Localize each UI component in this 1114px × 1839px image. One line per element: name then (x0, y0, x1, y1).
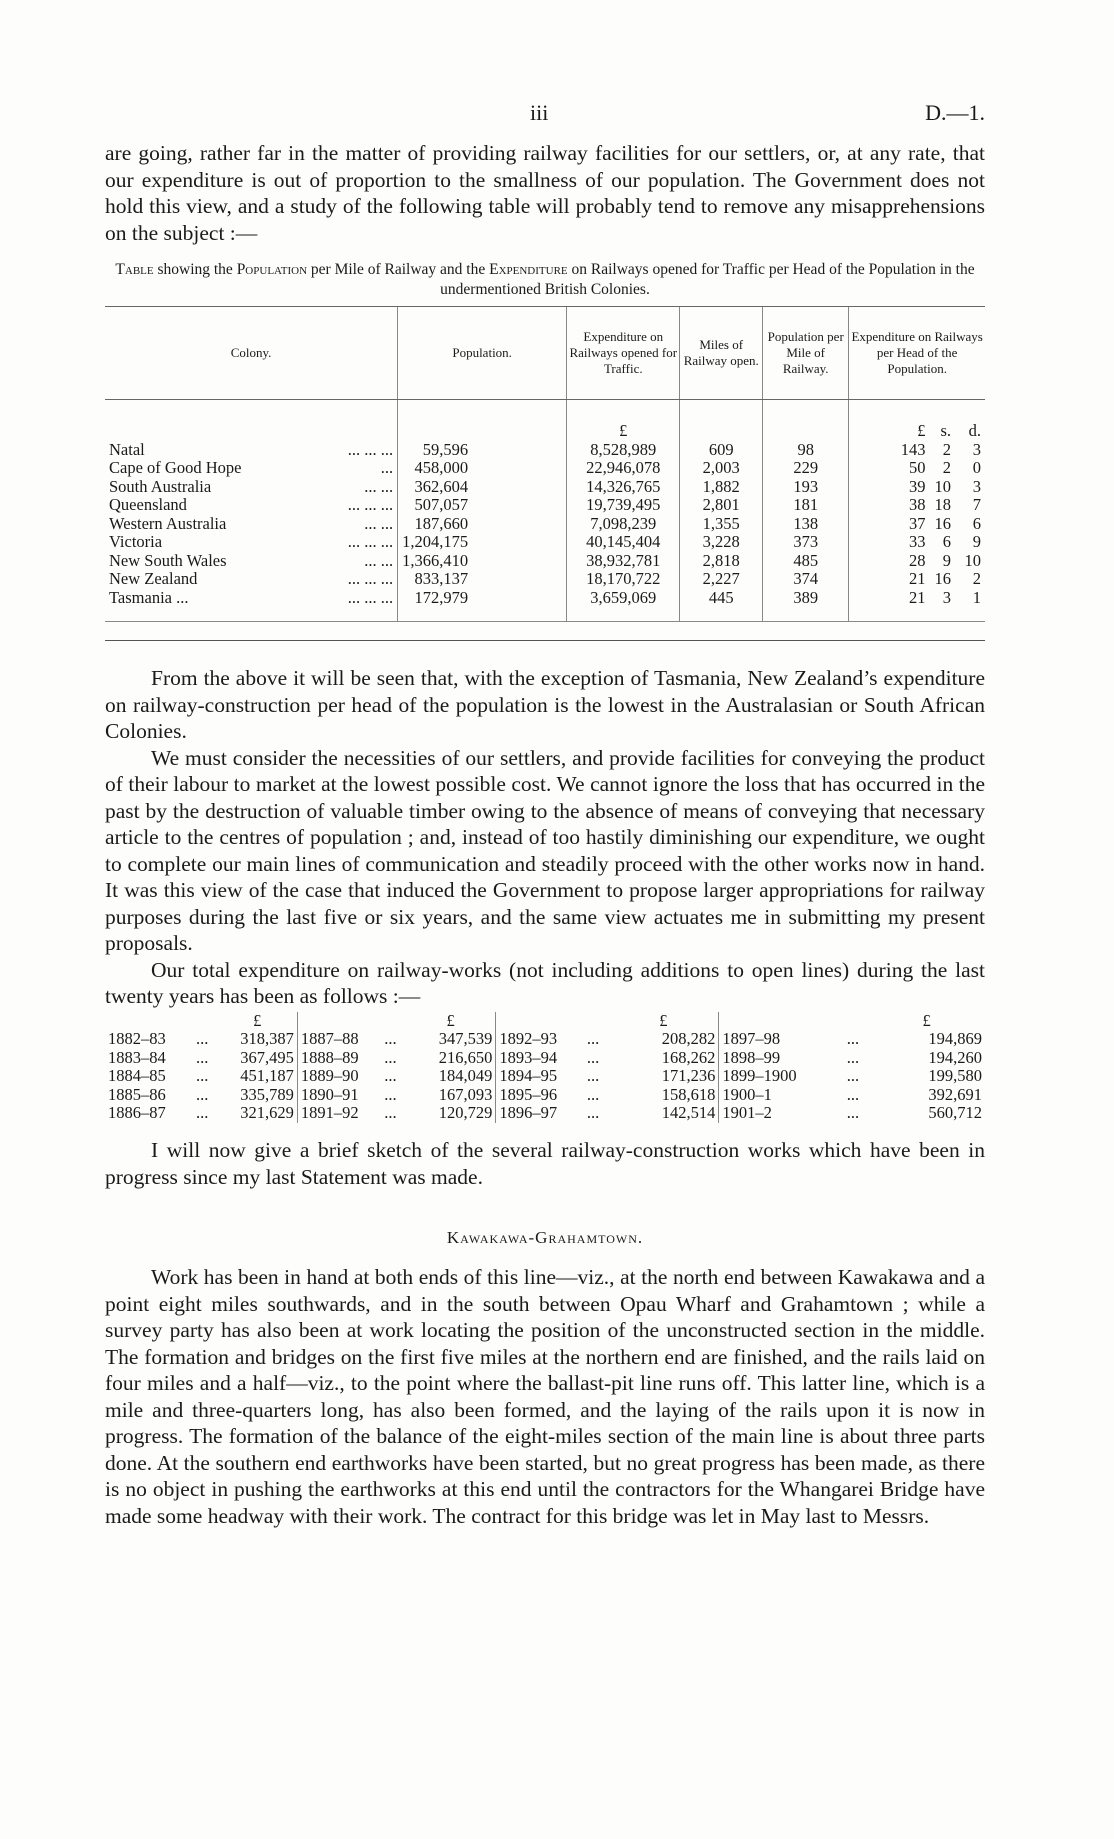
leader-dots: ... (384, 1066, 397, 1086)
table-row (105, 552, 985, 571)
colony-name-cell: Victoria (109, 532, 163, 551)
table-row (105, 478, 985, 497)
year-cell: 1892–93 (496, 1030, 578, 1049)
caption-part: per Mile of Railway and the (307, 261, 490, 278)
leader-dots: ... (384, 1084, 397, 1104)
leader-dots: ... (846, 1103, 860, 1123)
leader-dots: ... (586, 1084, 600, 1104)
colony-name-cell: Natal (109, 439, 145, 459)
leader-dots: ... (196, 1047, 209, 1067)
exp-shillings-cell: 18 (934, 495, 952, 514)
document-reference: D.—1. (925, 100, 985, 125)
colony-name-cell: South Australia (109, 476, 212, 496)
document-page (105, 100, 985, 1529)
leader-dots: ... (196, 1084, 209, 1104)
miles-cell: 1,355 (680, 515, 763, 534)
colony-rows (105, 441, 985, 608)
exp-pence-cell: 9 (972, 532, 981, 551)
leader-dots: ... (846, 1084, 860, 1104)
exp-shillings-cell: 16 (934, 569, 952, 588)
amount-cell: 194,869 (928, 1029, 982, 1049)
miles-cell: 445 (680, 589, 763, 608)
colony-name-cell: Western Australia (109, 513, 227, 533)
unit-shillings: s. (940, 421, 952, 440)
year-cell: 1882–83 (108, 1029, 166, 1049)
amount-cell: 158,618 (661, 1084, 716, 1104)
amount-cell: 347,539 (438, 1029, 493, 1049)
exp-pounds-cell: 33 (908, 532, 926, 551)
colony-table-body (105, 400, 985, 441)
exp-pounds-cell: 21 (908, 587, 926, 607)
population-cell: 59,596 (398, 441, 473, 460)
population-cell: 507,057 (398, 496, 473, 515)
amount-cell: 167,093 (438, 1084, 493, 1104)
amount-cell: 199,580 (928, 1066, 982, 1086)
year-cell: 1896–97 (496, 1104, 578, 1123)
table-row (105, 1086, 985, 1105)
expenditure-cell: 19,739,495 (567, 496, 680, 515)
year-cell: 1887–88 (297, 1030, 375, 1049)
miles-cell: 609 (680, 441, 763, 460)
table-spacer-row (105, 400, 985, 423)
year-cell: 1895–96 (496, 1086, 578, 1105)
expenditure-cell: 7,098,239 (567, 515, 680, 534)
colony-name-cell: New South Wales (109, 550, 227, 570)
paragraph-intro: are going, rather far in the matter of providing railway facilities for our settlers, or, at any rate, that our expenditure is out of proportion to the smallness of our population. The Government does not hold this view, and a study of the following table will probably tend to remove any misapprehensions on the subject :— (105, 141, 985, 245)
table-row (105, 570, 985, 589)
pop-per-mile-cell: 181 (763, 496, 849, 515)
exp-pounds-cell: 38 (908, 495, 926, 514)
amount-cell: 451,187 (240, 1066, 294, 1086)
exp-shillings-cell: 6 (942, 532, 952, 551)
leader-dots: ... (586, 1029, 600, 1049)
expenditure-cell: 22,946,078 (567, 459, 680, 478)
year-cell: 1886–87 (108, 1103, 166, 1123)
exp-pounds-cell: 39 (908, 476, 926, 496)
leader-dots: ... (384, 1047, 397, 1067)
expenditure-cell: 14,326,765 (567, 478, 680, 497)
pop-per-mile-cell: 485 (763, 552, 849, 571)
exp-pence-cell: 6 (972, 513, 981, 533)
amount-cell: 208,282 (661, 1029, 716, 1049)
population-cell: 172,979 (398, 589, 473, 608)
exp-pounds-cell: 50 (908, 458, 926, 477)
miles-cell: 2,227 (680, 570, 763, 589)
amount-cell: 216,650 (438, 1047, 493, 1067)
table-row (105, 496, 985, 515)
currency-symbol: £ (253, 1010, 262, 1030)
header-pop-per-mile: Population per Mile of Railway. (763, 307, 849, 400)
page-number: iii (530, 100, 549, 125)
currency-symbol: £ (659, 1010, 668, 1030)
currency-symbol: £ (446, 1010, 455, 1030)
exp-pence-cell: 2 (972, 569, 981, 588)
section-divider (105, 640, 985, 641)
expenditure-cell: 18,170,722 (567, 570, 680, 589)
leader-dots: ... ... (364, 550, 394, 570)
unit-pounds: £ (917, 421, 926, 440)
exp-pence-cell: 0 (972, 458, 981, 477)
expenditure-cell: 3,659,069 (567, 589, 680, 608)
exp-pence-cell: 10 (964, 550, 981, 570)
colony-name-cell: New Zealand (109, 569, 198, 588)
amount-cell: 171,236 (661, 1066, 716, 1086)
year-cell: 1889–90 (297, 1067, 375, 1086)
exp-pence-cell: 3 (972, 439, 981, 459)
paragraph-necessities: We must consider the necessities of our settlers, and provide facilities for conveying the product of their labour to market at the lowest possible cost. We cannot ignore the loss that has occurred in the past by the destruction of valuable timber owing to the absence of means of conveying that necessary article to the centres of population ; and, instead of too hastily diminishing our expenditure, we ought to complete our main lines of communication and steadily proceed with the other works now in hand. It was this view of the case that induced the Government to propose larger appropriations for railway purposes during the last five or six years, and the same view actuates me in submitting my present proposals. (105, 745, 985, 955)
leader-dots: ... ... ... (347, 439, 394, 459)
caption-part: showing the (153, 261, 237, 278)
header-colony: Colony. (105, 307, 398, 400)
pop-per-mile-cell: 193 (763, 478, 849, 497)
page-header (105, 100, 985, 140)
colony-name-cell: Cape of Good Hope (109, 458, 242, 477)
leader-dots: ... (384, 1029, 397, 1049)
year-cell: 1885–86 (108, 1084, 166, 1104)
population-cell: 187,660 (398, 515, 473, 534)
leader-dots: ... (196, 1066, 209, 1086)
miles-cell: 2,818 (680, 552, 763, 571)
leader-dots: ... ... (364, 476, 394, 496)
amount-cell: 194,260 (928, 1047, 982, 1067)
table-row (105, 441, 985, 460)
population-cell: 1,366,410 (398, 552, 473, 571)
miles-cell: 2,801 (680, 496, 763, 515)
year-cell: 1884–85 (108, 1066, 166, 1086)
amount-cell: 560,712 (928, 1103, 982, 1123)
amount-cell: 318,387 (240, 1029, 294, 1049)
amount-cell: 321,629 (240, 1103, 294, 1123)
exp-shillings-cell: 10 (934, 476, 952, 496)
exp-pounds-cell: 143 (900, 439, 926, 459)
exp-pounds-cell: 28 (908, 550, 926, 570)
table-row (105, 459, 985, 478)
table-row (105, 533, 985, 552)
exp-pence-cell: 3 (972, 476, 981, 496)
exp-shillings-cell: 3 (942, 587, 952, 607)
table-header-row (105, 307, 985, 400)
year-cell: 1888–89 (297, 1049, 375, 1068)
miles-cell: 3,228 (680, 533, 763, 552)
leader-dots: ... (196, 1029, 209, 1049)
amount-cell: 335,789 (240, 1084, 294, 1104)
paragraph-comparison: From the above it will be seen that, with the exception of Tasmania, New Zealand’s expenditure on railway-construction per head of the population is the lowest in the Australasian or South African Colonies. (105, 666, 985, 743)
colony-name-cell: Queensland (109, 495, 187, 514)
year-cell: 1897–98 (719, 1030, 838, 1049)
leader-dots: ... (846, 1066, 860, 1086)
population-cell: 833,137 (398, 570, 473, 589)
pop-per-mile-cell: 389 (763, 589, 849, 608)
unit-pound: £ (567, 422, 680, 441)
leader-dots: ... ... ... (347, 569, 394, 588)
unit-pence: d. (968, 421, 981, 440)
header-miles: Miles of Railway open. (680, 307, 763, 400)
caption-part: on Railways opened for Traffic per Head of the Population in the undermentioned British Colonies. (440, 261, 975, 298)
amount-cell: 168,262 (661, 1047, 716, 1067)
exp-pounds-cell: 21 (908, 569, 926, 588)
year-cell: 1898–99 (719, 1049, 838, 1068)
leader-dots: ... (586, 1066, 600, 1086)
exp-pence-cell: 7 (972, 495, 981, 514)
year-rows (105, 1012, 985, 1124)
leader-dots: ... (586, 1103, 600, 1123)
paragraph-kawakawa: Work has been in hand at both ends of this line—viz., at the north end between Kawakawa and a point eight miles southwards, and in the south between Opau Wharf and Grahamtown ; while a survey party has also been at work locating the position of the unconstructed section in the middle. The formation and bridges on the first five miles at the northern end are finished, and the rails laid on four miles and a half—viz., to the point where the ballast-pit line runs off. This latter line, which is a mile and three-quarters long, has also been formed, and the laying of the rails upon it is now in progress. The formation of the balance of the eight-miles section of the main line is about three parts done. At the southern end earthworks have been started, but no great progress has been made, as there is no object in pushing the earthworks at this end until the contractors for the Whangarei Bridge have made some headway with their work. The contract for this bridge was let in May last to Messrs. (105, 1265, 985, 1528)
table-row (105, 1049, 985, 1068)
section-heading: Kawakawa-Grahamtown. (446, 1228, 644, 1248)
miles-cell: 2,003 (680, 459, 763, 478)
year-cell: 1893–94 (496, 1049, 578, 1068)
table-row (105, 589, 985, 608)
population-cell: 362,604 (398, 478, 473, 497)
pop-per-mile-cell: 374 (763, 570, 849, 589)
population-cell: 1,204,175 (398, 533, 473, 552)
currency-row (105, 1012, 985, 1031)
population-cell: 458,000 (398, 459, 473, 478)
amount-cell: 120,729 (438, 1103, 493, 1123)
amount-cell: 184,049 (438, 1066, 493, 1086)
year-cell: 1894–95 (496, 1067, 578, 1086)
table-row (105, 1030, 985, 1049)
leader-dots: ... (846, 1047, 860, 1067)
leader-dots: ... ... (364, 513, 394, 533)
leader-dots: ... (380, 458, 394, 477)
expenditure-cell: 8,528,989 (567, 441, 680, 460)
amount-cell: 367,495 (240, 1047, 294, 1067)
leader-dots: ... ... ... (347, 495, 394, 514)
table-caption (105, 260, 985, 300)
pop-per-mile-cell: 373 (763, 533, 849, 552)
caption-part: Population (236, 261, 308, 278)
colony-railway-table (105, 306, 985, 622)
leader-dots: ... (384, 1103, 397, 1123)
header-population: Population. (398, 307, 567, 400)
caption-part: Expenditure (489, 261, 568, 278)
leader-dots: ... ... ... (347, 587, 394, 607)
leader-dots: ... (196, 1103, 209, 1123)
amount-cell: 392,691 (928, 1084, 982, 1104)
year-cell: 1883–84 (108, 1047, 166, 1067)
exp-pence-cell: 1 (972, 587, 981, 607)
leader-dots: ... ... ... (347, 532, 394, 551)
paragraph-sketch: I will now give a brief sketch of the several railway-construction works which have been in progress since my last Statement was made. (105, 1138, 985, 1189)
header-exp-per-head: Expenditure on Railways per Head of the Population. (849, 307, 985, 400)
exp-shillings-cell: 16 (934, 513, 952, 533)
year-cell: 1900–1 (719, 1086, 838, 1105)
table-bottom-row (105, 607, 985, 622)
exp-shillings-cell: 2 (942, 439, 952, 459)
annual-expenditure-table (105, 1012, 985, 1124)
amount-cell: 142,514 (661, 1103, 716, 1123)
colony-name-cell: Tasmania ... (109, 587, 189, 607)
leader-dots: ... (846, 1029, 860, 1049)
pop-per-mile-cell: 229 (763, 459, 849, 478)
leader-dots: ... (586, 1047, 600, 1067)
expenditure-cell: 40,145,404 (567, 533, 680, 552)
table-row (105, 1104, 985, 1123)
header-expenditure: Expenditure on Railways opened for Traffic. (567, 307, 680, 400)
exp-shillings-cell: 2 (942, 458, 952, 477)
year-cell: 1891–92 (297, 1104, 375, 1123)
year-cell: 1899–1900 (719, 1067, 838, 1086)
pop-per-mile-cell: 138 (763, 515, 849, 534)
miles-cell: 1,882 (680, 478, 763, 497)
year-cell: 1890–91 (297, 1086, 375, 1105)
exp-shillings-cell: 9 (942, 550, 952, 570)
currency-symbol: £ (922, 1010, 931, 1030)
table-row (105, 1067, 985, 1086)
units-row (105, 422, 985, 441)
expenditure-cell: 38,932,781 (567, 552, 680, 571)
year-cell: 1901–2 (719, 1104, 838, 1123)
pop-per-mile-cell: 98 (763, 441, 849, 460)
paragraph-expenditure-intro: Our total expenditure on railway-works (not including additions to open lines) during the last twenty years has been as follows :— (105, 957, 985, 1008)
caption-part: Table (115, 261, 154, 278)
exp-pounds-cell: 37 (908, 513, 926, 533)
table-row (105, 515, 985, 534)
